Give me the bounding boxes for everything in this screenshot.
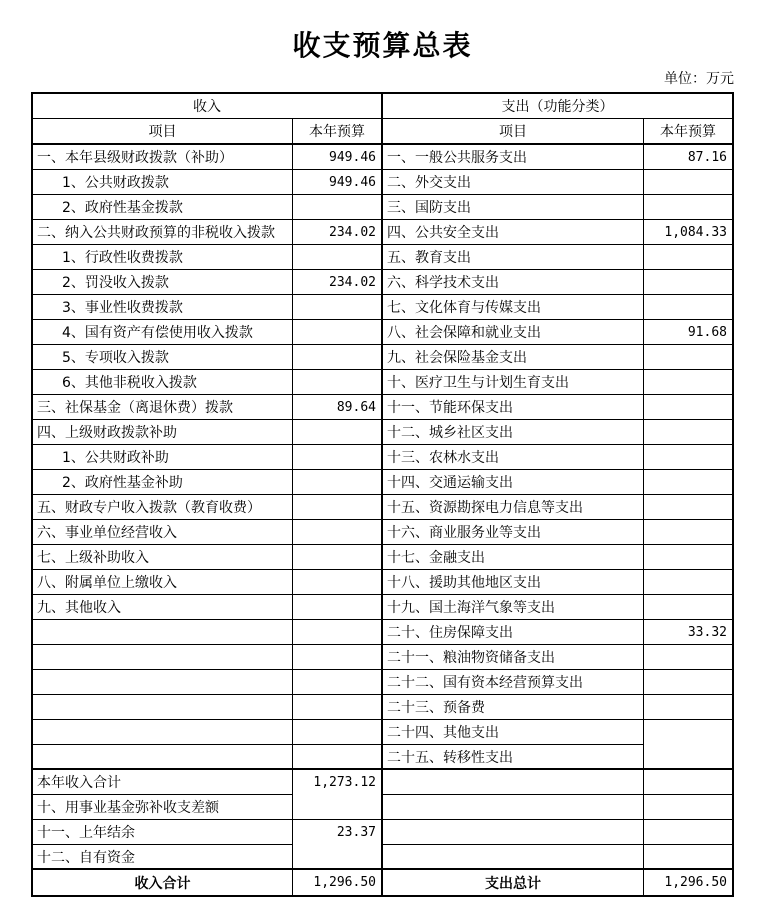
expenditure-row-label: 十四、交通运输支出 <box>383 470 644 495</box>
table-row <box>33 570 732 595</box>
expenditure-row-label: 二、外交支出 <box>383 170 644 195</box>
expenditure-row-value <box>644 645 732 670</box>
income-row-label: 八、附属单位上缴收入 <box>33 570 293 595</box>
table-row <box>33 470 732 495</box>
income-row-value <box>293 195 383 220</box>
table-row <box>33 720 732 745</box>
table-row <box>33 645 732 670</box>
income-row-label <box>33 695 293 720</box>
income-row-value <box>293 545 383 570</box>
table-row <box>33 270 732 295</box>
table-row <box>33 195 732 220</box>
income-row-value <box>293 695 383 720</box>
expenditure-row-label: 七、文化体育与传媒支出 <box>383 295 644 320</box>
table-row <box>33 295 732 320</box>
expenditure-row-label: 十三、农林水支出 <box>383 445 644 470</box>
expenditure-row-label: 十七、金融支出 <box>383 545 644 570</box>
table-row <box>33 670 732 695</box>
income-row-value <box>293 245 383 270</box>
table-row <box>33 170 732 195</box>
expenditure-row-value <box>644 195 732 220</box>
table-row <box>33 345 732 370</box>
expenditure-row-value <box>644 520 732 545</box>
expenditure-row-value <box>644 745 732 770</box>
table-row <box>33 245 732 270</box>
expenditure-row-label: 六、科学技术支出 <box>383 270 644 295</box>
expenditure-row-value <box>644 345 732 370</box>
expenditure-row-value <box>644 670 732 695</box>
income-row-label: 三、社保基金（离退休费）拨款 <box>33 395 293 420</box>
table-row <box>33 495 732 520</box>
income-row-label <box>33 620 293 645</box>
expenditure-row-label <box>383 770 644 795</box>
expenditure-row-label: 十九、国土海洋气象等支出 <box>383 595 644 620</box>
table-row <box>33 445 732 470</box>
income-row-label: 九、其他收入 <box>33 595 293 620</box>
income-row-label: 本年收入合计 <box>33 770 293 795</box>
expenditure-row-label: 二十四、其他支出 <box>383 720 644 745</box>
table-row <box>33 770 732 795</box>
table-row <box>33 220 732 245</box>
table-row <box>33 845 732 870</box>
expenditure-row-value: 87.16 <box>644 145 732 170</box>
income-row-label: 2、政府性基金拨款 <box>33 195 293 220</box>
expenditure-row-label: 三、国防支出 <box>383 195 644 220</box>
income-row-value: 949.46 <box>293 170 383 195</box>
income-row-value <box>293 345 383 370</box>
income-row-label: 七、上级补助收入 <box>33 545 293 570</box>
expenditure-row-label <box>383 795 644 820</box>
expenditure-row-label: 支出总计 <box>383 870 644 895</box>
expenditure-row-label: 四、公共安全支出 <box>383 220 644 245</box>
expenditure-row-label: 十五、资源勘探电力信息等支出 <box>383 495 644 520</box>
expenditure-row-label: 十八、援助其他地区支出 <box>383 570 644 595</box>
expenditure-row-label: 十、医疗卫生与计划生育支出 <box>383 370 644 395</box>
income-row-value <box>293 470 383 495</box>
income-row-label <box>33 645 293 670</box>
expenditure-row-value <box>644 470 732 495</box>
income-row-label: 十、用事业基金弥补收支差额 <box>33 795 293 820</box>
income-section-header: 收入 <box>33 94 383 119</box>
expenditure-row-label: 五、教育支出 <box>383 245 644 270</box>
expenditure-row-value: 33.32 <box>644 620 732 645</box>
income-row-value <box>293 720 383 745</box>
income-row-label: 3、事业性收费拨款 <box>33 295 293 320</box>
expenditure-row-label: 十六、商业服务业等支出 <box>383 520 644 545</box>
income-row-value <box>293 495 383 520</box>
income-budget-column-header: 本年预算 <box>293 119 383 145</box>
income-row-value <box>293 570 383 595</box>
table-row <box>33 745 732 770</box>
expenditure-row-label: 二十三、预备费 <box>383 695 644 720</box>
expenditure-row-label: 九、社会保险基金支出 <box>383 345 644 370</box>
income-row-label: 二、纳入公共财政预算的非税收入拨款 <box>33 220 293 245</box>
expenditure-row-value <box>644 595 732 620</box>
income-row-label: 1、公共财政补助 <box>33 445 293 470</box>
expenditure-row-label: 十一、节能环保支出 <box>383 395 644 420</box>
expenditure-row-value: 1,296.50 <box>664 875 727 890</box>
expenditure-row-value <box>644 770 732 795</box>
expenditure-row-value <box>644 695 732 720</box>
income-row-value <box>293 295 383 320</box>
income-row-label: 一、本年县级财政拨款（补助） <box>33 145 293 170</box>
income-row-label: 2、罚没收入拨款 <box>33 270 293 295</box>
income-row-value <box>293 670 383 695</box>
table-row <box>33 695 732 720</box>
income-row-value <box>293 620 383 645</box>
expenditure-row-value <box>644 545 732 570</box>
income-row-label: 十二、自有资金 <box>33 845 293 870</box>
expenditure-row-label: 二十、住房保障支出 <box>383 620 644 645</box>
income-row-value <box>293 745 383 770</box>
income-row-value <box>293 795 383 820</box>
expenditure-row-value <box>644 570 732 595</box>
expenditure-row-label <box>383 820 644 845</box>
income-row-value: 234.02 <box>293 220 383 245</box>
income-row-value <box>293 445 383 470</box>
table-row <box>33 795 732 820</box>
table-row <box>33 595 732 620</box>
table-row <box>33 395 732 420</box>
income-row-label: 1、公共财政拨款 <box>33 170 293 195</box>
expenditure-budget-column-header: 本年预算 <box>644 119 732 145</box>
income-item-column-header: 项目 <box>33 119 293 145</box>
expenditure-row-label: 八、社会保障和就业支出 <box>383 320 644 345</box>
expenditure-row-value <box>644 795 732 820</box>
expenditure-row-label: 一、一般公共服务支出 <box>383 145 644 170</box>
income-row-label: 六、事业单位经营收入 <box>33 520 293 545</box>
expenditure-row-value <box>644 720 732 745</box>
income-row-label <box>33 720 293 745</box>
table-row <box>33 370 732 395</box>
expenditure-row-value <box>644 845 732 870</box>
income-row-label <box>33 670 293 695</box>
income-row-label: 1、行政性收费拨款 <box>33 245 293 270</box>
income-row-label: 五、财政专户收入拨款（教育收费） <box>33 495 293 520</box>
expenditure-section-header: 支出（功能分类） <box>383 94 732 119</box>
income-row-value: 1,273.12 <box>293 770 383 795</box>
expenditure-row-value <box>644 270 732 295</box>
expenditure-row-label: 二十一、粮油物资储备支出 <box>383 645 644 670</box>
expenditure-row-value <box>644 295 732 320</box>
expenditure-row-value <box>644 245 732 270</box>
unit-label: 单位：万元 <box>664 71 734 87</box>
income-row-value: 23.37 <box>293 820 383 845</box>
expenditure-row-value: 1,084.33 <box>644 220 732 245</box>
income-row-value: 234.02 <box>293 270 383 295</box>
table-row <box>33 620 732 645</box>
income-row-label: 5、专项收入拨款 <box>33 345 293 370</box>
income-row-value <box>293 320 383 345</box>
expenditure-row-value <box>644 495 732 520</box>
table-body <box>33 145 732 895</box>
income-row-value: 949.46 <box>293 145 383 170</box>
expenditure-item-column-header: 项目 <box>383 119 644 145</box>
expenditure-row-value <box>644 395 732 420</box>
income-row-label: 4、国有资产有偿使用收入拨款 <box>33 320 293 345</box>
budget-table <box>31 92 734 897</box>
expenditure-row-value <box>644 370 732 395</box>
table-row <box>33 545 732 570</box>
table-row <box>33 320 732 345</box>
income-row-value <box>293 420 383 445</box>
expenditure-row-value <box>644 170 732 195</box>
expenditure-row-label <box>383 845 644 870</box>
income-row-label: 收入合计 <box>33 870 293 895</box>
expenditure-row-value <box>644 820 732 845</box>
income-row-value <box>293 520 383 545</box>
income-row-value <box>293 595 383 620</box>
column-header-row <box>33 119 732 145</box>
table-row <box>33 420 732 445</box>
expenditure-row-value: 91.68 <box>644 320 732 345</box>
expenditure-row-label: 十二、城乡社区支出 <box>383 420 644 445</box>
expenditure-row-label: 二十二、国有资本经营预算支出 <box>383 670 644 695</box>
expenditure-row-label: 二十五、转移性支出 <box>383 745 644 770</box>
expenditure-row-value <box>644 445 732 470</box>
income-row-label: 6、其他非税收入拨款 <box>33 370 293 395</box>
income-row-label <box>33 745 293 770</box>
expenditure-row-value <box>644 420 732 445</box>
table-row <box>33 870 732 895</box>
income-row-value <box>293 370 383 395</box>
page-title: 收支预算总表 <box>292 29 473 62</box>
table-row <box>33 145 732 170</box>
income-row-label: 十一、上年结余 <box>33 820 293 845</box>
table-row <box>33 520 732 545</box>
income-row-value: 89.64 <box>293 395 383 420</box>
income-row-label: 四、上级财政拨款补助 <box>33 420 293 445</box>
table-row <box>33 820 732 845</box>
income-row-value <box>293 645 383 670</box>
income-row-label: 2、政府性基金补助 <box>33 470 293 495</box>
income-row-value: 1,296.50 <box>293 870 383 895</box>
income-row-value <box>293 845 383 870</box>
section-header-row <box>33 94 732 119</box>
